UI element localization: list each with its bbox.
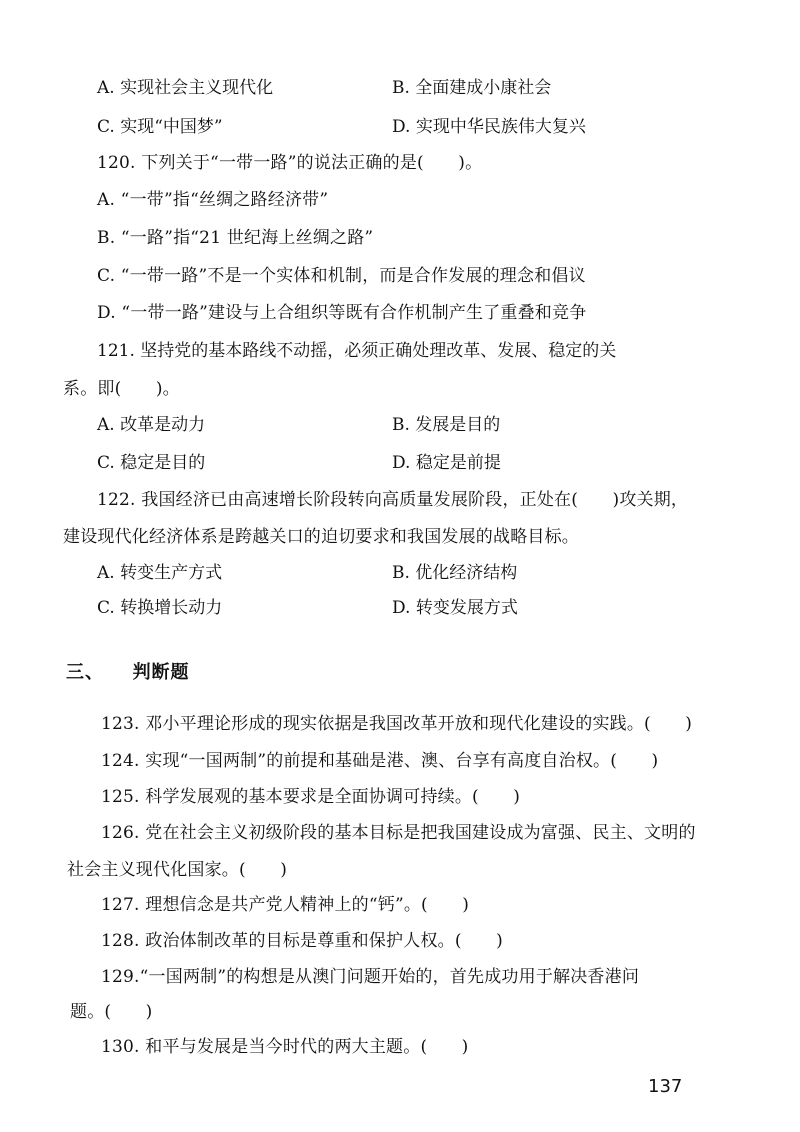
q125: 125. 科学发展观的基本要求是全面协调可持续。( ) (101, 787, 521, 807)
q119-option-a: A. 实现社会主义现代化 (97, 78, 274, 98)
q120-stem: 120. 下列关于“一带一路”的说法正确的是( )。 (97, 153, 483, 173)
q121-stem-text-1: 121. 坚持党的基本路线不动摇，必须正确处理改革、发展、稳定的关 (97, 341, 617, 361)
q121-stem-line-1 (97, 340, 731, 362)
q120-option-c: C. “一带一路”不是一个实体和机制，而是合作发展的理念和倡议 (97, 266, 586, 286)
q122-option-c: C. 转换增长动力 (97, 598, 223, 618)
q128: 128. 政治体制改革的目标是尊重和保护人权。( ) (101, 931, 503, 951)
q130: 130. 和平与发展是当今时代的两大主题。( ) (101, 1037, 469, 1057)
q121-option-c: C. 稳定是目的 (97, 453, 206, 473)
q119-option-c: C. 实现“中国梦” (97, 117, 223, 137)
q122-stem-line-2: 建设现代化经济体系是跨越关口的迫切要求和我国发展的战略目标。 (63, 527, 579, 547)
q119-option-b: B. 全面建成小康社会 (392, 78, 552, 98)
page-number: 137 (648, 1076, 683, 1097)
q121-option-b: B. 发展是目的 (392, 415, 501, 435)
q120-option-d: D. “一带一路”建设与上合组织等既有合作机制产生了重叠和竞争 (97, 303, 587, 323)
q126-line-1: 126. 党在社会主义初级阶段的基本目标是把我国建设成为富强、民主、文明的 (101, 823, 696, 843)
q120-option-a: A. “一带”指“丝绸之路经济带” (97, 190, 329, 210)
section-title: 判断题 (132, 662, 190, 683)
q119-option-d: D. 实现中华民族伟大复兴 (392, 117, 586, 137)
q121-option-d: D. 稳定是前提 (392, 453, 501, 473)
q122-option-d: D. 转变发展方式 (392, 598, 518, 618)
q122-stem-line-1: 122. 我国经济已由高速增长阶段转向高质量发展阶段，正处在( )攻关期， (97, 490, 689, 510)
q123: 123. 邓小平理论形成的现实依据是我国改革开放和现代化建设的实践。( ) (101, 714, 693, 734)
q121-stem-line-2: 系。即( )。 (63, 379, 180, 399)
q122-option-b: B. 优化经济结构 (392, 563, 518, 583)
q120-option-b: B. “一路”指“21 世纪海上丝绸之路” (97, 228, 374, 248)
q126-line-2: 社会主义现代化国家。( ) (67, 860, 288, 880)
section-number: 三、 (66, 662, 104, 683)
q124: 124. 实现“一国两制”的前提和基础是港、澳、台享有高度自治权。( ) (101, 751, 659, 771)
section-heading (66, 661, 190, 685)
q121-option-a: A. 改革是动力 (97, 415, 206, 435)
q122-option-a: A. 转变生产方式 (97, 563, 223, 583)
q129-line-1: 129.“一国两制”的构想是从澳门问题开始的，首先成功用于解决香港问 (101, 967, 640, 987)
q127: 127. 理想信念是共产党人精神上的“钙”。( ) (101, 895, 470, 915)
q129-line-2: 题。( ) (70, 1002, 153, 1022)
